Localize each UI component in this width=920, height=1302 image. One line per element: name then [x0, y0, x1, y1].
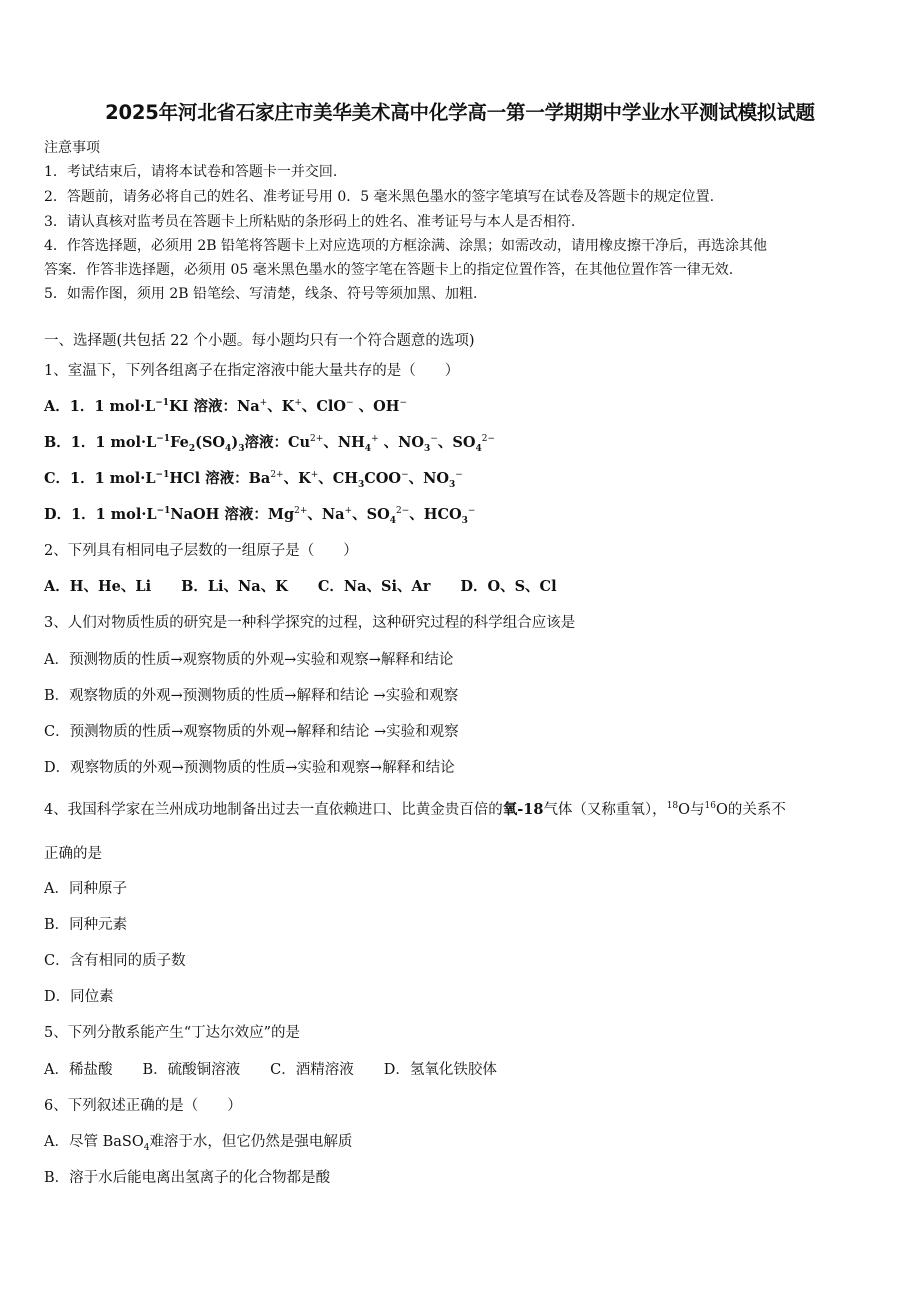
- section-heading: 一、选择题(共包括 22 个小题。每小题均只有一个符合题意的选项): [44, 333, 475, 349]
- question-3-option-b: B．观察物质的外观→预测物质的性质→解释和结论 →实验和观察: [44, 688, 459, 704]
- question-5-option-c: C．酒精溶液: [270, 1062, 354, 1078]
- question-1-stem: 1、室温下，下列各组离子在指定溶液中能大量共存的是（ ）: [44, 363, 460, 379]
- question-1-option-c: C．1．1 $mol\cdot L^{-1}HCl$ 溶液：$Ba^{2+}$、K+、$CH_3COO^-$、$NO_3^-$: [44, 470, 463, 490]
- question-4-option-c: C．含有相同的质子数: [44, 953, 186, 969]
- question-6-option-a: A．尽管 BaSO$_4$难溶于水，但它仍然是强电解质: [44, 1134, 353, 1153]
- question-2-option-a: A．H、He、Li: [44, 578, 152, 595]
- question-4-option-d: D．同位素: [44, 989, 114, 1005]
- question-5-stem: 5、下列分散系能产生“丁达尔效应”的是: [44, 1025, 301, 1041]
- note-item: 1．考试结束后，请将本试卷和答题卡一并交回.: [44, 164, 338, 180]
- note-item: 答案．作答非选择题，必须用 05 毫米黑色墨水的签字笔在答题卡上的指定位置作答，在其他位置作答一律无效.: [44, 262, 734, 278]
- question-5-option-b: B．硫酸铜溶液: [142, 1062, 241, 1078]
- notes-heading: 注意事项: [44, 140, 100, 156]
- question-3-stem: 3、人们对物质性质的研究是一种科学探究的过程，这种研究过程的科学组合应该是: [44, 615, 576, 631]
- exam-title: 2025年河北省石家庄市美华美术高中化学高一第一学期期中学业水平测试模拟试题: [105, 101, 815, 124]
- note-item: 5．如需作图，须用 2B 铅笔绘、写清楚，线条、符号等须加黑、加粗.: [44, 286, 478, 302]
- question-5-option-d: D．氢氧化铁胶体: [383, 1062, 497, 1078]
- question-2-option-b: B．Li、Na、K: [181, 578, 288, 595]
- note-item: 4．作答选择题，必须用 2B 铅笔将答题卡上对应选项的方框涂满、涂黑；如需改动，请用橡皮擦干净后，再选涂其他: [44, 238, 767, 254]
- question-2-stem: 2、下列具有相同电子层数的一组原子是（ ）: [44, 543, 358, 559]
- question-1-option-b: B．1．1 $mol\cdot L^{-1}Fe_2(SO_4)_3$溶液：$Cu^{2+}$、$NH_4^+$ 、$NO_3^-$、$SO_4^{2-}$: [44, 434, 496, 454]
- question-1-option-d: D．1．1 $mol\cdot L^{-1}NaOH$ 溶液：$Mg^{2+}$、Na+、$SO_4^{2-}$、$HCO_3^-$: [44, 506, 476, 526]
- note-item: 2．答题前，请务必将自己的姓名、准考证号用 0．5 毫米黑色墨水的签字笔填写在试卷及答题卡的规定位置.: [44, 189, 715, 205]
- question-4-stem-continued: 正确的是: [44, 846, 102, 862]
- question-4-option-a: A．同种原子: [44, 881, 127, 897]
- question-1-option-a: A．1．1 $mol\cdot L^{-1}KI$ 溶液：Na+、K+、ClO− 、OH−: [44, 398, 408, 415]
- question-2-option-c: C．Na、Si、Ar: [317, 578, 431, 595]
- note-item: 3．请认真核对监考员在答题卡上所粘贴的条形码上的姓名、准考证号与本人是否相符.: [44, 214, 576, 230]
- question-6-stem: 6、下列叙述正确的是（ ）: [44, 1098, 242, 1114]
- question-5-options: [44, 1061, 497, 1079]
- question-3-option-c: C．预测物质的性质→观察物质的外观→解释和结论 →实验和观察: [44, 724, 459, 740]
- question-4-option-b: B．同种元素: [44, 917, 128, 933]
- question-4-stem: 4、我国科学家在兰州成功地制备出过去一直依赖进口、比黄金贵百倍的氧-18气体（又称重氧），$^{18}$O与$^{16}$O的关系不: [44, 801, 786, 818]
- question-2-options: [44, 578, 557, 596]
- question-2-option-d: D．O、S、Cl: [460, 578, 557, 595]
- question-3-option-a: A．预测物质的性质→观察物质的外观→实验和观察→解释和结论: [44, 652, 454, 668]
- question-3-option-d: D．观察物质的外观→预测物质的性质→实验和观察→解释和结论: [44, 760, 455, 776]
- question-5-option-a: A．稀盐酸: [44, 1062, 113, 1078]
- question-6-option-b: B．溶于水后能电离出氢离子的化合物都是酸: [44, 1170, 331, 1186]
